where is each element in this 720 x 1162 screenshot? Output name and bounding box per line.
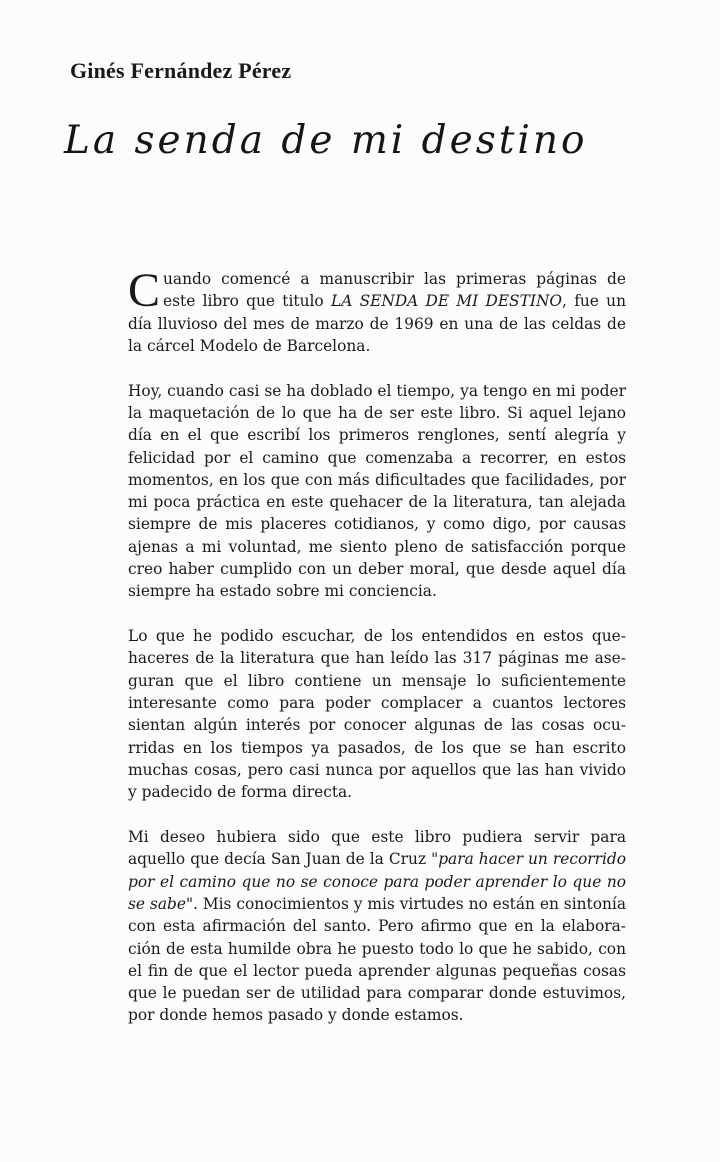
- paragraph-4-text-a: Mi deseo hubiera sido que este libro pudiera servir para aquello que decía San Juan de la Cruz ": [128, 828, 626, 869]
- paragraph-2: Hoy, cuando casi se ha doblado el tiempo, ya tengo en mi poder la maquetación de lo que ha de ser este libro. Si aquel lejano día en el que escribí los primeros renglones, sentí alegría y felicidad por el camino que comenzaba a recorrer, en estos momentos, en los que con más dificultades que facilidades, por mi poca práctica en este quehacer de la literatura, tan alejada siempre de mis placeres cotidianos, y como digo, por causas ajenas a mi voluntad, me siento pleno de satisfacción porque creo haber cumplido con un deber moral, que desde aquel día siempre ha estado sobre mi conciencia.: [128, 381, 626, 601]
- paragraph-4: [128, 826, 626, 1027]
- paragraph-1-text-a: uando comencé a manuscribir las primeras páginas de este libro que titulo: [163, 270, 626, 311]
- body-text: [128, 264, 626, 1049]
- san-juan-quote: para hacer un recorrido por el camino que no se conoce para poder aprender lo que no se sabe: [128, 850, 626, 913]
- inline-book-title: LA SENDA DE MI DESTINO: [330, 292, 563, 311]
- paragraph-1-text-b: , fue un día lluvioso del mes de marzo de 1969 en una de las celdas de la cárcel Modelo de Barcelona.: [128, 292, 626, 355]
- paragraph-4-text-b: ". Mis conocimientos y mis virtudes no están en sintonía con esta afirmación del santo. Pero afirmo que en la elaboración de esta humilde obra he puesto todo lo que he sabido, con el fin de que el lector pueda aprender algunas pequeñas cosas que le puedan ser de utilidad para comparar donde estuvimos, por donde hemos pasado y donde estamos.: [128, 894, 626, 1025]
- book-title-heading: La senda de mi destino: [64, 118, 588, 163]
- paragraph-3: Lo que he podido escuchar, de los entendidos en estos quehaceres de la literatura que han leído las 317 páginas me aseguran que el libro contiene un mensaje lo suficientemente interesante como para poder complacer a cuantos lectores sientan algún interés por conocer algunas de las cosas ocurridas en los tiempos ya pasados, de los que se han escrito muchas cosas, pero casi nunca por aquellos que las han vivido y padecido de forma directa.: [128, 627, 626, 802]
- drop-cap: C: [128, 264, 161, 317]
- author-name: Ginés Fernández Pérez: [70, 58, 292, 83]
- paragraph-1: [128, 264, 626, 357]
